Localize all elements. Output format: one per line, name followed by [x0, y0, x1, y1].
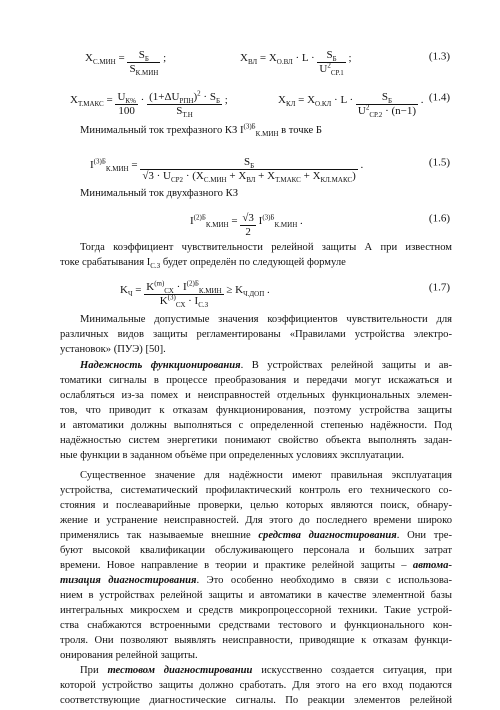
min-3-phase-line: Минимальный ток трехфазного КЗ $I^{(3)Б}_{К.МИН}$ в точке Б	[80, 122, 322, 139]
paragraph-4-line-6: буют высокой квалификации обслуживающего персонала и больших затрат	[60, 545, 452, 556]
min-2-phase-line: Минимальный ток двухфазного КЗ	[80, 188, 238, 199]
paragraph-5-line-1: При тестовом диагностировании искусственно создается ситуация, при	[80, 665, 452, 676]
eq-1-4-right: $X_{КЛ} = X_{О.КЛ} \cdot L$ · $\frac{S_Б}{U^2_{СР.2} \cdot (n-1)}$ .	[278, 91, 424, 120]
equation-1-3	[60, 40, 450, 78]
paragraph-4-line-3: стояния и послеаварийные проверки, целью которых являются поиск, обнару-	[60, 500, 452, 511]
paragraph-2-line-1: Минимальные допустимые значения коэффициентов чувствительности для	[80, 314, 452, 325]
paragraph-1-line-2: токе срабатывания $I_{С.З}$ будет определён по следующей формуле	[60, 257, 346, 271]
paragraph-4-line-8: тизация диагностирования. Это особенно необходимо в связи с использова-	[60, 575, 452, 586]
term-automation-part1: автома-	[412, 560, 452, 571]
equation-1-7	[60, 270, 450, 310]
paragraph-4-line-5: применялись так называемые внешние средства диагностирования. Они тре-	[60, 530, 453, 541]
paragraph-4-line-9: нием в устройствах релейной защиты и автоматики в качестве элементной базы	[60, 590, 452, 601]
eq-1-5-body: $I^{(3)Б}_{К.МИН}$ = $\frac{S_Б}{√3 \cdot U_{СР2} \cdot (X_{С.МИН} + X_{ВЛ} + X_{Т.МАКС} + X_{КЛ.МАКС})}$ .	[90, 156, 364, 185]
paragraph-4-line-7: времени. Новое направление в теории и практике релейной защиты – автома-	[60, 560, 452, 571]
paragraph-2-line-2: различных видов защиты регламентированы «Правилами устройства электро-	[60, 329, 452, 340]
paragraph-1-line-1: Тогда коэффициент чувствительности релейной защиты А при известном	[80, 242, 452, 253]
equation-number: (1.4)	[428, 91, 450, 104]
paragraph-3-line-6: надёжностью систем энергетики понимают свойство объекта выполнять задан-	[60, 435, 452, 446]
term-test-diagnostics: тестовом диагностировании	[107, 665, 253, 676]
paragraph-3-line-4: тов, что приводит к отказам функционирования, поэтому устройства защиты	[60, 405, 452, 416]
equation-1-4	[60, 80, 450, 120]
eq-1-7-body: $K_Ч$ = $\frac{K^{(m)}_{СХ} \cdot I^{(2)Б}_{К.МИН}}{K^{(3)}_{СХ} \cdot I_{С.З}}$ ≥ $K_{Ч.ДОП}$ .	[120, 279, 270, 310]
paragraph-3-line-5: и автоматики должны выполняться с определенной степенью надёжности. Под	[60, 420, 452, 431]
eq-1-3-right: $X_{ВЛ} = X_{О.ВЛ} \cdot L$ · $\frac{S_Б}{U^2_{СР.1}}$ ;	[240, 49, 352, 78]
paragraph-4-line-10: интегральных микросхем и средств микропроцессорной техники. Такие устрой-	[60, 605, 452, 616]
paragraph-3-line-2: томатики сигналы в процессе преобразования и передачи могут искажаться и	[60, 375, 452, 386]
equation-1-6	[60, 203, 450, 238]
term-diagnostics-means: средства диагностирования	[258, 530, 397, 541]
paragraph-5-line-3: соответствующие диагностические сигналы. По реакции элементов релейной	[60, 695, 452, 706]
paragraph-2-line-3: установок» (ПУЭ) [50].	[60, 344, 166, 355]
equation-number: (1.7)	[428, 281, 450, 294]
equation-number: (1.6)	[428, 212, 450, 225]
equation-number: (1.5)	[428, 156, 450, 169]
equation-1-5	[60, 145, 450, 185]
eq-1-6-body: $I^{(2)Б}_{К.МИН}$ = $\frac{√3}{2}$ $I^{(3)Б}_{К.МИН}$ .	[190, 212, 303, 238]
term-automation-part2: тизация диагностирования	[60, 575, 197, 586]
eq-1-3-left: $X_{С.МИН}$ = $\frac{S_Б}{S_{К.МИН}}$ ;	[85, 49, 167, 78]
paragraph-4-line-1: Существенное значение для надёжности имеют правильная эксплуатация	[80, 470, 452, 481]
paragraph-3-line-3: ослабляться из-за помех и неисправностей отдельных функциональных элемен-	[60, 390, 452, 401]
paragraph-5-line-2: которой устройство защиты должно сработать. Для этого на его вход подаются	[60, 680, 452, 691]
equation-number: (1.3)	[428, 50, 450, 63]
paragraph-4-line-12: троля. Они позволяют выявлять неисправности, приводящие к отказам функци-	[60, 635, 452, 646]
paragraph-3-line-7: ные функции в заданном объёме при определенных условиях эксплуатации.	[60, 450, 405, 461]
paragraph-4-line-11: ства снабжаются встроенными средствами тестового и функционального кон-	[60, 620, 452, 631]
paragraph-4-line-2: устройства, систематический профилактический контроль его технического со-	[60, 485, 452, 496]
paragraph-4-line-4: жение и устранение неисправностей. Для этого до последнего времени широко	[60, 515, 452, 526]
paragraph-4-line-13: онирования релейной защиты.	[60, 650, 198, 661]
term-reliability: Надежность функционирования	[80, 360, 241, 371]
paragraph-3-line-1: Надежность функционирования. В устройствах релейной защиты и ав-	[80, 360, 452, 371]
eq-1-4-left: $X_{Т.МАКС}$ = $\frac{U_{К\%}}{100}$ · $\frac{(1+\Delta U_{РПН})^2 \cdot S_Б}{S_{Т.Н}}$ ;	[70, 89, 228, 120]
